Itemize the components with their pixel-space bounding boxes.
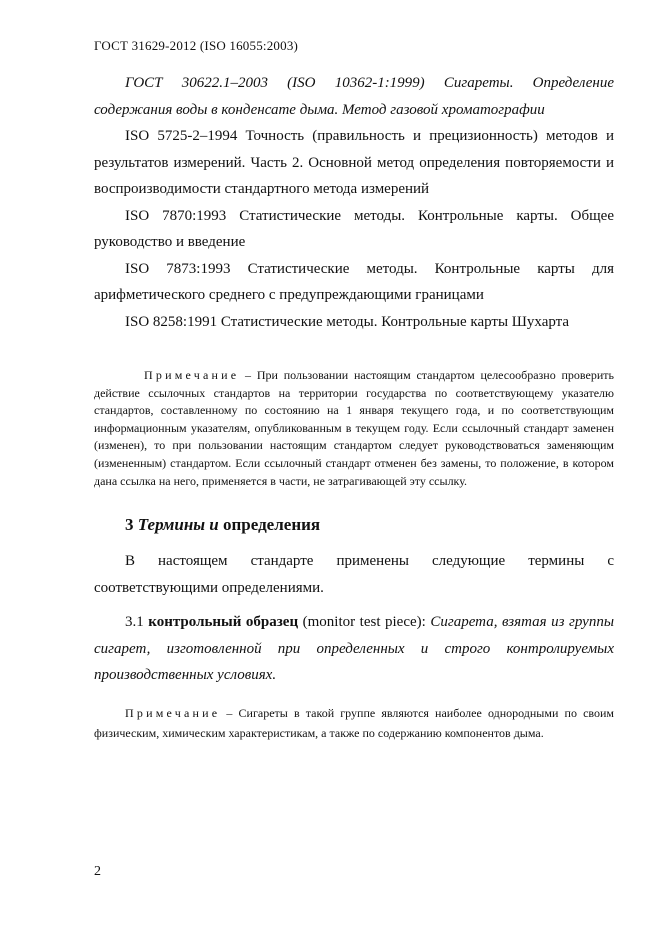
note-label: Примечание xyxy=(144,368,240,382)
reference-iso-5725: ISO 5725-2–1994 Точность (правильность и прецизионность) методов и результатов измерений. Часть 2. Основной метод определения повторяемости и воспроизводимости стандартного метода измерений xyxy=(94,128,614,197)
section-title-italic: Термины и xyxy=(137,515,219,535)
section-intro: В настоящем стандарте применены следующие термины с соответствующими определениями. xyxy=(94,553,614,596)
reference-iso-7873: ISO 7873:1993 Статистические методы. Контрольные карты для арифметического среднего с предупреждающими границами xyxy=(94,260,614,303)
term-number: 3.1 xyxy=(125,614,144,631)
reference-gost-30622: ГОСТ 30622.1–2003 (ISO 10362-1:1999) Сигареты. Определение содержания воды в конденсате дыма. Метод газовой хроматографии xyxy=(94,75,614,118)
reference-iso-7870: ISO 7870:1993 Статистические методы. Контрольные карты. Общее руководство и введение xyxy=(94,207,614,250)
page-content xyxy=(94,70,614,743)
section-heading xyxy=(125,513,614,537)
note-term-label: Примечание xyxy=(125,705,221,720)
note-text: – При пользовании настоящим стандартом целесообразно проверить действие ссылочных стандартов на территории государства по соответствующему указателю стандартов, составленному по состоянию на 1 января текущего года, и по соответствующим информационным указателям, опубликованным в текущем году. Если ссылочный стандарт заменен (изменен), то при пользовании настоящим стандартом следует руководствоваться заменяющим (измененным) стандартом. Если ссылочный стандарт отменен без замены, то положение, в котором дана ссылка на него, применяется в части, не затрагивающей эту ссылку. xyxy=(94,368,614,488)
section-number: 3 xyxy=(125,515,134,535)
term-definition xyxy=(94,609,614,689)
note-normative-references xyxy=(94,367,614,490)
note-term xyxy=(94,703,614,743)
section-title-rest: определения xyxy=(218,515,321,535)
term-english: (monitor test piece): xyxy=(302,614,426,631)
document-header: ГОСТ 31629-2012 (ISO 16055:2003) xyxy=(94,38,299,53)
term-definition-text: Сигарета, взятая из группы сигарет, изготовленной при определенных и строго контролируемых производственных условиях. xyxy=(94,614,614,684)
reference-iso-8258: ISO 8258:1991 Статистические методы. Контрольные карты Шухарта xyxy=(125,313,570,330)
note-term-text: – Сигареты в такой группе являются наиболее однородными по своим физическим, химическим характеристикам, а также по содержанию компонентов дыма. xyxy=(94,705,614,740)
term-name: контрольный образец xyxy=(148,614,299,631)
page-number: 2 xyxy=(94,864,101,879)
